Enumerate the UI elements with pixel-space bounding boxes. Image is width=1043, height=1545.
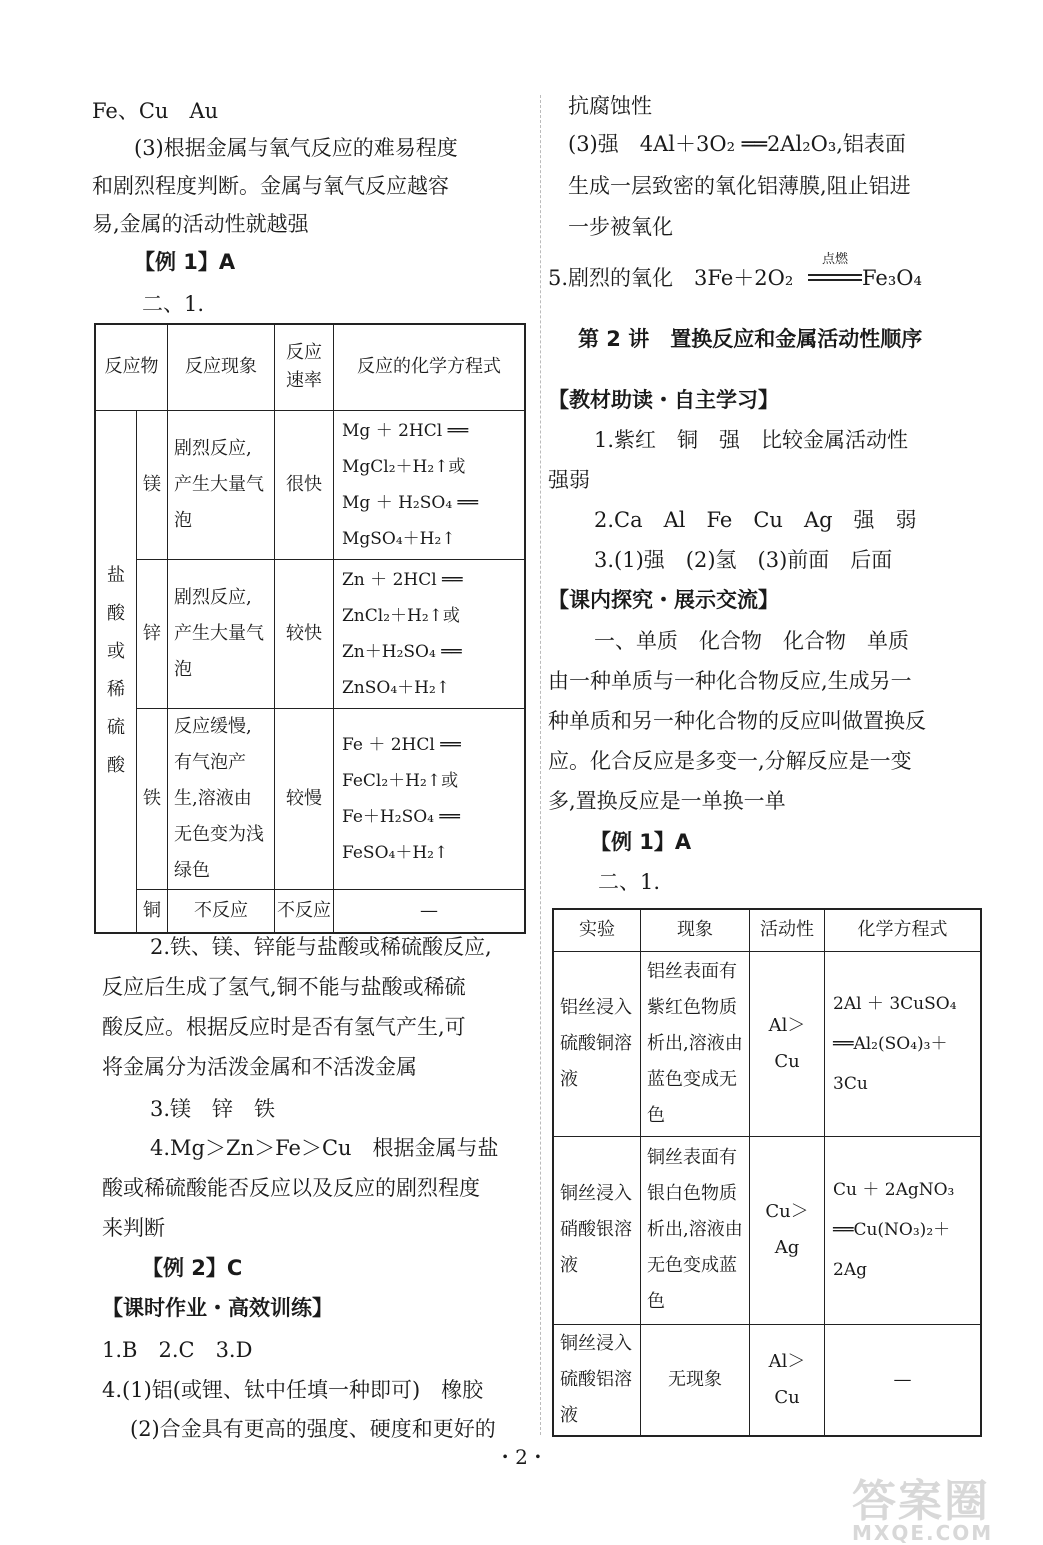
table-header: 化学方程式	[825, 909, 982, 951]
equation-line: FeSO₄＋H₂↑	[342, 842, 449, 863]
text-line: 将金属分为活泼金属和不活泼金属	[102, 1055, 417, 1079]
equation-cell: —	[825, 1324, 982, 1436]
metal-cell: 铜	[137, 889, 168, 933]
text-line: 抗腐蚀性	[568, 94, 652, 118]
text-line: 1.B 2.C 3.D	[102, 1338, 253, 1362]
metal-cell: 铁	[137, 708, 168, 889]
text-line: 酸或稀硫酸能否反应以及反应的剧烈程度	[102, 1176, 480, 1200]
text-line: Fe、Cu Au	[92, 99, 219, 123]
displacement-table	[552, 908, 982, 1437]
text-line: 多,置换反应是一单换一单	[548, 789, 786, 813]
equation-line: ══Cu(NO₃)₂＋	[833, 1220, 951, 1240]
text-line: 易,金属的活动性就越强	[92, 212, 309, 236]
page-number: ・2・	[495, 1445, 548, 1469]
text-line: 强弱	[548, 468, 590, 492]
phenomenon-cell: 剧烈反应,产生大量气泡	[168, 410, 275, 559]
metal-cell: 镁	[137, 410, 168, 559]
table-header: 活动性	[750, 909, 825, 951]
text-line: 反应后生成了氢气,铜不能与盐酸或稀硫	[102, 975, 466, 999]
table-header: 反应现象	[168, 324, 275, 410]
example-label: 【例 1】A	[134, 250, 236, 274]
activity-cell: Al＞Cu	[750, 1324, 825, 1436]
text-line: 4.Mg＞Zn＞Fe＞Cu 根据金属与盐	[150, 1136, 499, 1160]
table-header: 现象	[641, 909, 750, 951]
reaction-condition: 点燃	[821, 252, 848, 267]
activity-cell: Al＞Cu	[750, 951, 825, 1136]
text-line: 二、1.	[598, 870, 661, 894]
watermark-url: MXQE.COM	[852, 1521, 994, 1545]
equation-line: Cu ＋ 2AgNO₃	[833, 1180, 955, 1200]
table-header: 反应速率	[275, 324, 334, 410]
section-heading: 【教材助读・自主学习】	[548, 388, 779, 412]
experiment-cell: 铜丝浸入硝酸银溶液	[553, 1136, 641, 1324]
equation-cell: —	[334, 889, 526, 933]
text-line: 由一种单质与一种化合物反应,生成另一	[548, 669, 912, 693]
equation-line: MgCl₂＋H₂↑或	[342, 456, 466, 477]
text-line: 来判断	[102, 1216, 165, 1240]
text-line: 生成一层致密的氧化铝薄膜,阻止铝进	[568, 174, 911, 198]
equation-line: Mg ＋ 2HCl ══	[342, 420, 469, 441]
phenomenon-cell: 铜丝表面有银白色物质析出,溶液由无色变成蓝色	[641, 1136, 750, 1324]
equation-line: Zn＋H₂SO₄ ══	[342, 641, 462, 662]
equation-line: ══Al₂(SO₄)₃＋	[833, 1033, 948, 1054]
text-line: (2)合金具有更高的强度、硬度和更好的	[130, 1417, 496, 1441]
text-line: 3.镁 锌 铁	[150, 1097, 276, 1121]
phenomenon-cell: 铝丝表面有紫红色物质析出,溶液由蓝色变成无色	[641, 951, 750, 1136]
text-line: 4.(1)铝(或锂、钛中任填一种即可) 橡胶	[102, 1378, 484, 1402]
text-line: 酸反应。根据反应时是否有氢气产生,可	[102, 1015, 466, 1039]
rate-cell: 较快	[275, 559, 334, 708]
text-line: 二、1.	[142, 292, 205, 316]
rate-cell: 较慢	[275, 708, 334, 889]
equation-cell	[825, 1136, 982, 1324]
reactant-group: 盐酸或稀硫酸	[95, 410, 137, 933]
equation-line: 2Ag	[833, 1260, 867, 1280]
watermark-text: 答案圈	[852, 1476, 990, 1527]
equation-line: Mg ＋ H₂SO₄ ══	[342, 492, 479, 513]
activity-cell: Cu＞Ag	[750, 1136, 825, 1324]
equation-cell	[334, 559, 526, 708]
rate-cell: 很快	[275, 410, 334, 559]
text-line: 种单质和另一种化合物的反应叫做置换反	[548, 709, 926, 733]
phenomenon-cell: 剧烈反应,产生大量气泡	[168, 559, 275, 708]
equation-line: MgSO₄＋H₂↑	[342, 528, 456, 549]
section-heading: 【课内探究・展示交流】	[548, 588, 779, 612]
table-header: 反应的化学方程式	[334, 324, 526, 410]
experiment-cell: 铝丝浸入硫酸铜溶液	[553, 951, 641, 1136]
phenomenon-cell: 无现象	[641, 1324, 750, 1436]
equation-line: Zn ＋ 2HCl ══	[342, 569, 463, 590]
text-line: (3)强 4Al＋3O₂ ══2Al₂O₃,铝表面	[568, 132, 906, 156]
text-line: Fe₃O₄	[862, 266, 922, 290]
text-line: 5.剧烈的氧化 3Fe＋2O₂	[548, 266, 794, 290]
phenomenon-cell: 不反应	[168, 889, 275, 933]
equation-line: Fe＋H₂SO₄ ══	[342, 806, 460, 827]
text-line: 应。化合反应是多变一,分解反应是一变	[548, 749, 912, 773]
text-line: 一步被氧化	[568, 215, 673, 239]
section-heading: 【课时作业・高效训练】	[102, 1296, 333, 1320]
rate-cell: 不反应	[275, 889, 334, 933]
metal-acid-table	[94, 323, 526, 934]
text-line: 和剧烈程度判断。金属与氧气反应越容	[92, 174, 449, 198]
equation-line: FeCl₂＋H₂↑或	[342, 770, 459, 791]
equation-line: 2Al ＋ 3CuSO₄	[833, 993, 957, 1014]
equation-cell	[334, 410, 526, 559]
equation-cell	[334, 708, 526, 889]
equation-line: ZnCl₂＋H₂↑或	[342, 605, 460, 626]
phenomenon-cell: 反应缓慢,有气泡产生,溶液由无色变为浅绿色	[168, 708, 275, 889]
text-line: 3.(1)强 (2)氢 (3)前面 后面	[594, 548, 893, 572]
watermark-logo	[852, 1465, 1032, 1545]
text-line: 2.铁、镁、锌能与盐酸或稀硫酸反应,	[150, 935, 492, 959]
text-line: 2.Ca Al Fe Cu Ag 强 弱	[594, 508, 917, 532]
example-label: 【例 2】C	[142, 1256, 243, 1280]
metal-cell: 锌	[137, 559, 168, 708]
column-divider	[540, 95, 542, 1435]
text-line: (3)根据金属与氧气反应的难易程度	[134, 136, 458, 160]
reaction-arrow	[808, 252, 862, 292]
table-header: 实验	[553, 909, 641, 951]
example-label: 【例 1】A	[590, 830, 692, 854]
table-header: 反应物	[95, 324, 168, 410]
text-line: 一、单质 化合物 化合物 单质	[594, 629, 909, 653]
section-title: 第 2 讲 置换反应和金属活动性顺序	[578, 327, 923, 351]
text-line: 1.紫红 铜 强 比较金属活动性	[594, 428, 909, 452]
equation-line: ZnSO₄＋H₂↑	[342, 677, 451, 698]
equation-line: 3Cu	[833, 1073, 868, 1094]
equation-line: Fe ＋ 2HCl ══	[342, 734, 461, 755]
experiment-cell: 铜丝浸入硫酸铝溶液	[553, 1324, 641, 1436]
equation-cell	[825, 951, 982, 1136]
